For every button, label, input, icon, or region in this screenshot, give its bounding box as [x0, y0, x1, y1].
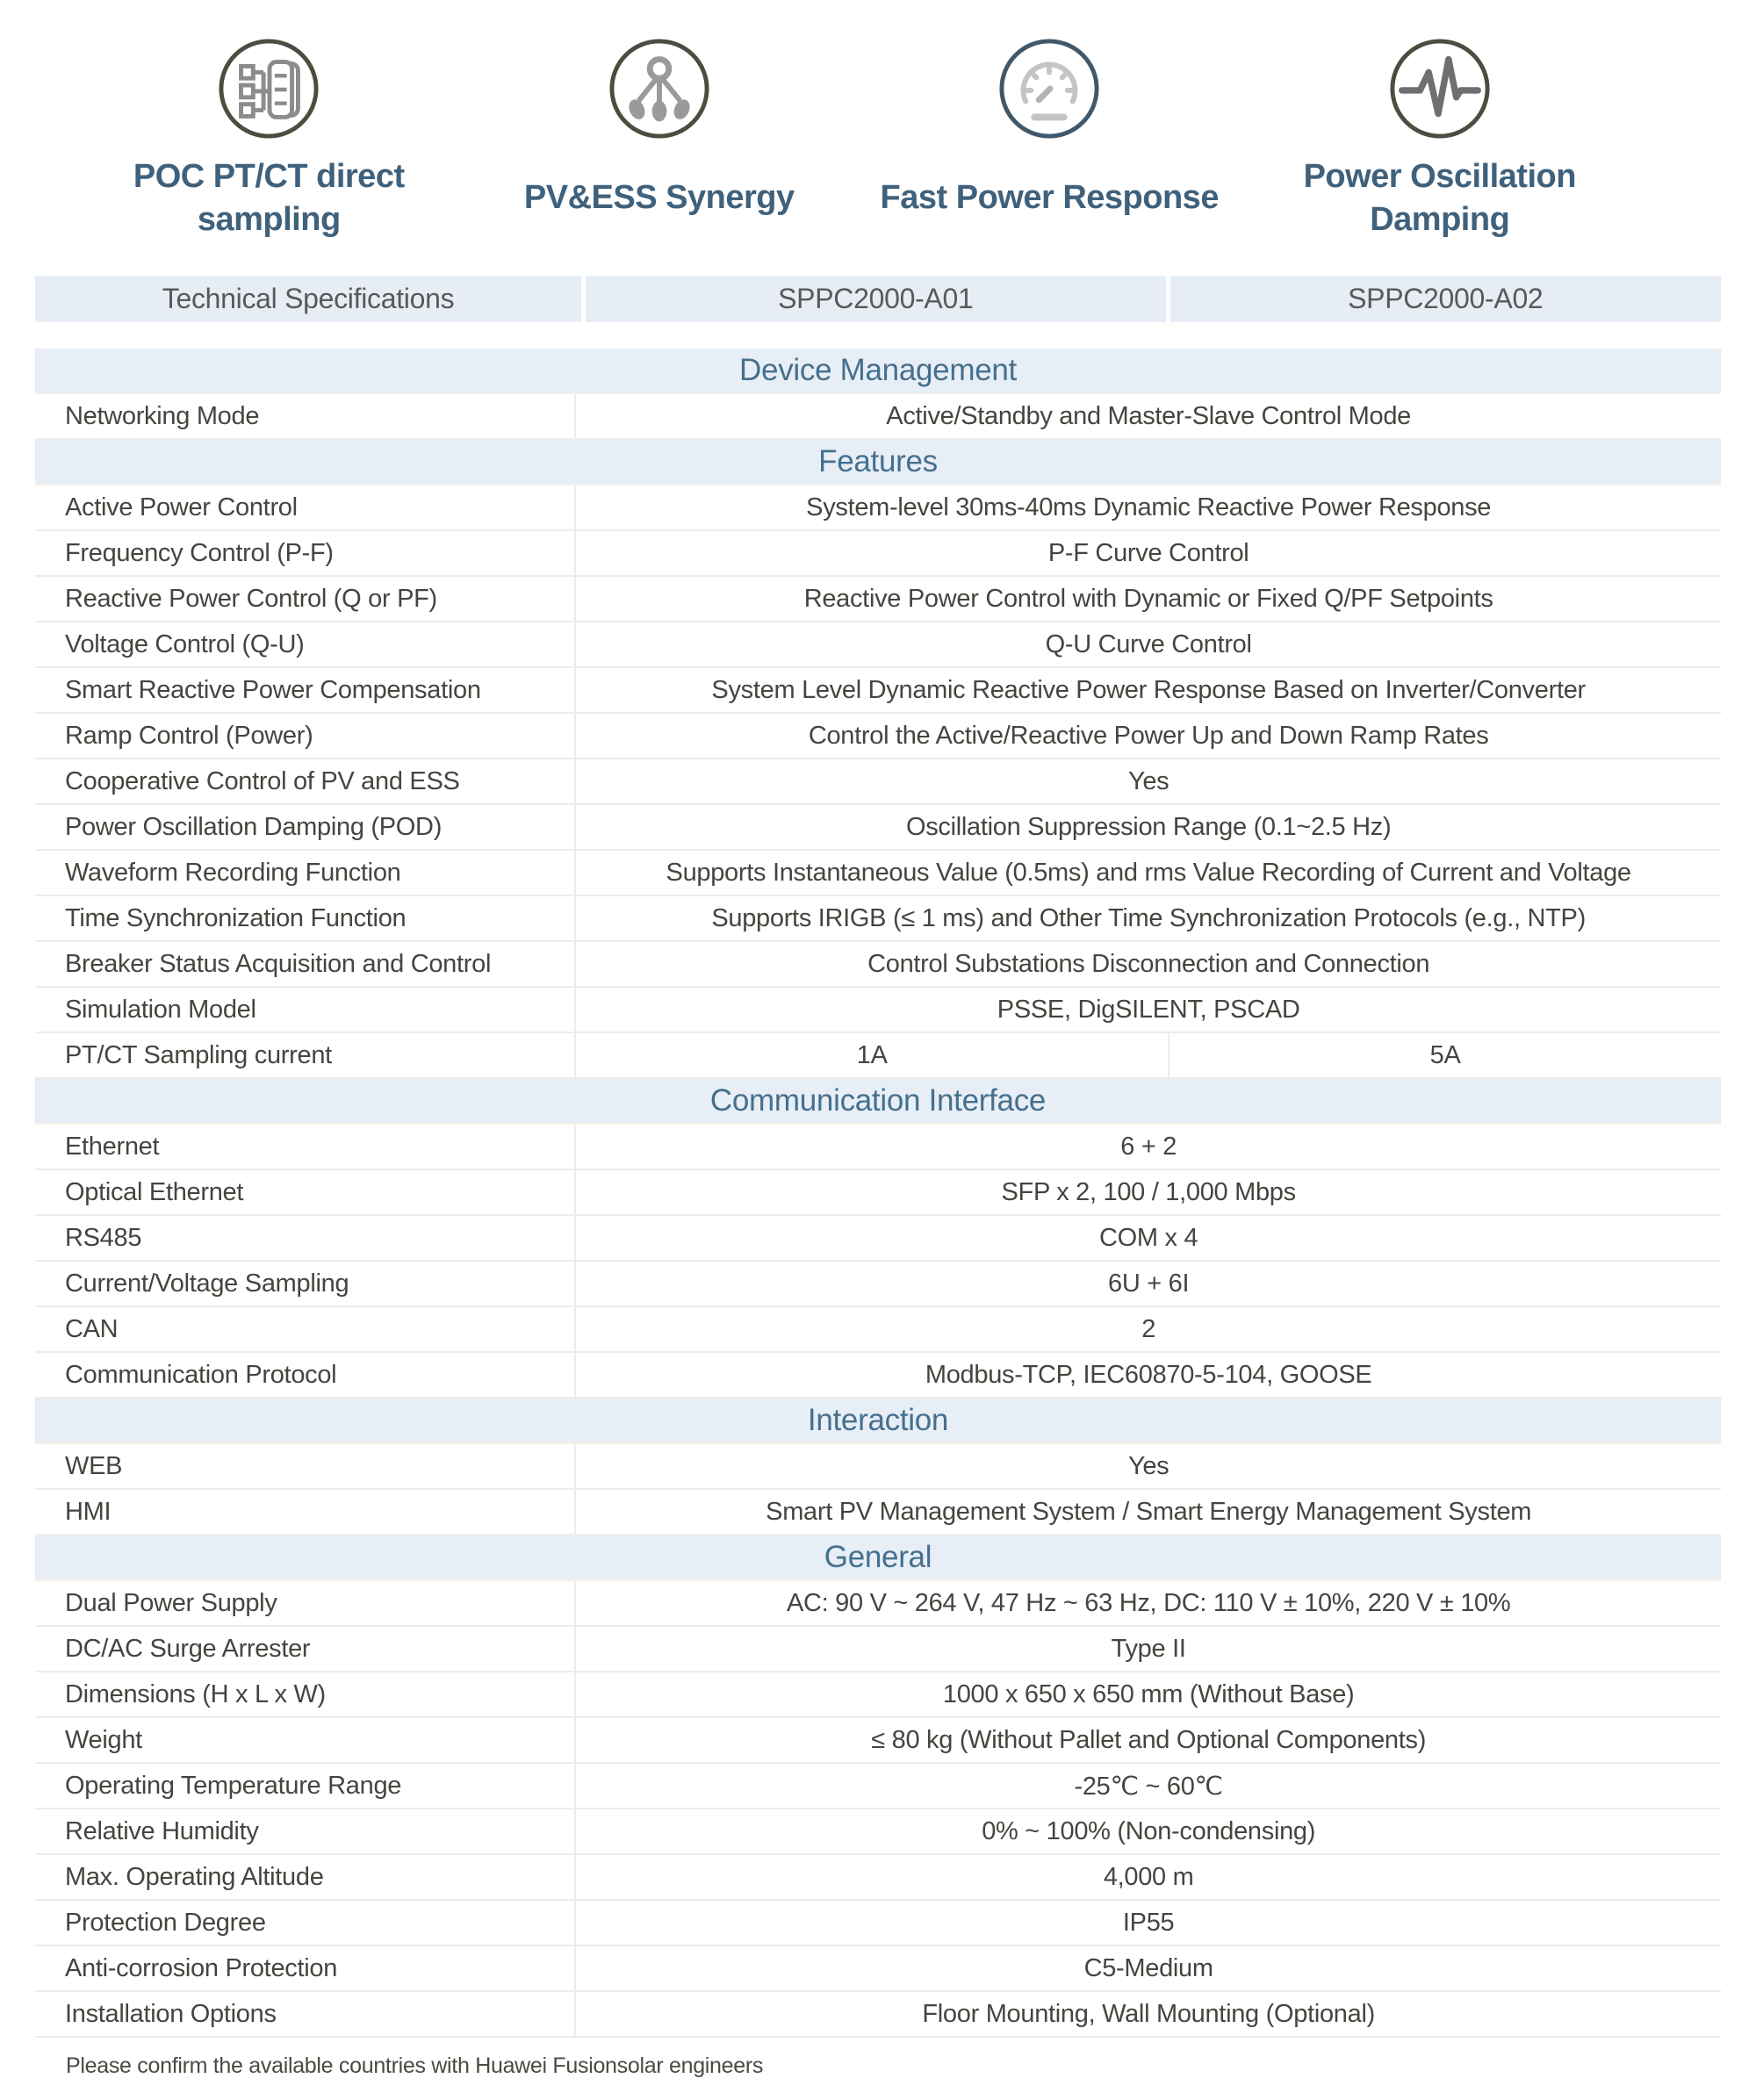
poc-sampling-icon	[217, 37, 320, 140]
spec-row	[35, 531, 1721, 577]
spec-value: Oscillation Suppression Range (0.1~2.5 Hz)	[905, 812, 1392, 841]
pv-ess-synergy-icon	[608, 37, 711, 140]
spec-value: COM x 4	[1099, 1223, 1198, 1252]
spec-row	[35, 577, 1721, 622]
section-header-bar	[35, 1079, 1721, 1125]
spec-label: Optical Ethernet	[35, 1170, 576, 1214]
spec-row	[35, 1353, 1721, 1399]
oscillation-damping-icon	[1388, 37, 1492, 140]
spec-label: Relative Humidity	[35, 1809, 576, 1853]
spec-row	[35, 759, 1721, 805]
spec-value: Yes	[1127, 1451, 1169, 1480]
spec-value: System Level Dynamic Reactive Power Response Based on Inverter/Converter	[711, 675, 1586, 704]
spec-value: ≤ 80 kg (Without Pallet and Optional Components)	[871, 1725, 1427, 1754]
spec-row	[35, 485, 1721, 531]
spec-value: Active/Standby and Master-Slave Control Mode	[886, 401, 1412, 430]
spec-row	[35, 1307, 1721, 1353]
section-header-bar	[35, 440, 1721, 485]
spec-row	[35, 1718, 1721, 1764]
feature-item	[854, 37, 1245, 244]
spec-label: Dual Power Supply	[35, 1581, 576, 1625]
spec-value: P-F Curve Control	[1047, 538, 1249, 567]
spec-value: IP55	[1122, 1908, 1175, 1937]
spec-row	[35, 851, 1721, 896]
spec-label: WEB	[35, 1444, 576, 1488]
feature-label: Fast Power Response	[880, 179, 1219, 217]
spec-row	[35, 1992, 1721, 2038]
spec-label: Anti-corrosion Protection	[35, 1946, 576, 1990]
section-title: Interaction	[807, 1403, 949, 1437]
spec-row	[35, 1262, 1721, 1307]
spec-label: Active Power Control	[35, 485, 576, 529]
feature-item	[74, 37, 464, 244]
spec-row	[35, 1809, 1721, 1855]
spec-row	[35, 805, 1721, 851]
spec-table-header-row	[35, 276, 1721, 322]
spec-label: Installation Options	[35, 1992, 576, 2036]
spec-value: Q-U Curve Control	[1045, 629, 1252, 658]
spec-label: Frequency Control (P-F)	[35, 531, 576, 575]
spec-row	[35, 394, 1721, 440]
spec-value: Supports IRIGB (≤ 1 ms) and Other Time Synchronization Protocols (e.g., NTP)	[711, 903, 1586, 932]
spec-table	[35, 276, 1721, 2038]
spec-value: Reactive Power Control with Dynamic or Fixed Q/PF Setpoints	[803, 584, 1493, 613]
spec-value: 6U + 6I	[1108, 1269, 1190, 1298]
spec-label: Networking Mode	[35, 394, 576, 438]
spec-value: Floor Mounting, Wall Mounting (Optional)	[922, 1999, 1375, 2028]
header-cell-model-a01: SPPC2000-A01	[586, 276, 1165, 322]
feature-label: PV&ESS Synergy	[523, 179, 795, 217]
spec-label: Ethernet	[35, 1125, 576, 1169]
header-body-gap	[35, 322, 1721, 349]
spec-label: Operating Temperature Range	[35, 1764, 576, 1808]
spec-label: Current/Voltage Sampling	[35, 1262, 576, 1305]
section-title: Features	[818, 444, 938, 478]
spec-value-a01: 1A	[576, 1033, 1169, 1077]
product-features-strip	[0, 0, 1756, 244]
spec-label: Simulation Model	[35, 988, 576, 1032]
spec-label: Cooperative Control of PV and ESS	[35, 759, 576, 803]
spec-row	[35, 622, 1721, 668]
spec-label: Breaker Status Acquisition and Control	[35, 942, 576, 986]
spec-label: CAN	[35, 1307, 576, 1351]
spec-row	[35, 896, 1721, 942]
spec-label: Max. Operating Altitude	[35, 1855, 576, 1899]
spec-row	[35, 1764, 1721, 1809]
spec-label: Voltage Control (Q-U)	[35, 622, 576, 666]
section-header-bar	[35, 349, 1721, 394]
spec-value: SFP x 2, 100 / 1,000 Mbps	[1001, 1177, 1296, 1206]
feature-label: POC PT/CT direct sampling	[133, 157, 405, 238]
spec-row	[35, 1033, 1721, 1079]
section-title: Communication Interface	[709, 1083, 1047, 1118]
spec-label: RS485	[35, 1216, 576, 1260]
spec-value: 1000 x 650 x 650 mm (Without Base)	[942, 1679, 1355, 1708]
spec-value: AC: 90 V ~ 264 V, 47 Hz ~ 63 Hz, DC: 110 V ± 10%, 220 V ± 10%	[786, 1588, 1511, 1617]
spec-row	[35, 1490, 1721, 1535]
spec-value: -25℃ ~ 60℃	[1074, 1772, 1223, 1801]
spec-label: Dimensions (H x L x W)	[35, 1672, 576, 1716]
spec-row	[35, 988, 1721, 1033]
header-cell-model-a02: SPPC2000-A02	[1170, 276, 1721, 322]
spec-label: PT/CT Sampling current	[35, 1033, 576, 1077]
feature-item	[1245, 37, 1636, 244]
spec-value: 6 + 2	[1120, 1132, 1177, 1161]
spec-value: Type II	[1111, 1634, 1186, 1663]
spec-label: DC/AC Surge Arrester	[35, 1627, 576, 1671]
section-title: General	[824, 1540, 932, 1574]
spec-value: Modbus-TCP, IEC60870-5-104, GOOSE	[925, 1360, 1372, 1389]
spec-label: Protection Degree	[35, 1901, 576, 1945]
spec-value: PSSE, DigSILENT, PSCAD	[997, 995, 1300, 1024]
spec-value: Control the Active/Reactive Power Up and Down Ramp Rates	[808, 721, 1489, 750]
spec-row	[35, 1855, 1721, 1901]
spec-label: Ramp Control (Power)	[35, 714, 576, 758]
spec-row	[35, 668, 1721, 714]
spec-label: HMI	[35, 1490, 576, 1534]
spec-value: 2	[1141, 1314, 1156, 1343]
section-header-bar	[35, 1399, 1721, 1444]
spec-label: Weight	[35, 1718, 576, 1762]
spec-value: Yes	[1127, 766, 1169, 795]
spec-value: 0% ~ 100% (Non-condensing)	[982, 1816, 1316, 1845]
spec-row	[35, 1581, 1721, 1627]
spec-row	[35, 1672, 1721, 1718]
spec-row	[35, 1125, 1721, 1170]
spec-row	[35, 1444, 1721, 1490]
spec-value-a02: 5A	[1429, 1040, 1461, 1069]
feature-label: Power Oscillation Damping	[1303, 157, 1576, 238]
spec-row	[35, 1170, 1721, 1216]
spec-row	[35, 714, 1721, 759]
spec-value: 4,000 m	[1103, 1862, 1194, 1891]
spec-label: Smart Reactive Power Compensation	[35, 668, 576, 712]
spec-value: System-level 30ms-40ms Dynamic Reactive Power Response	[806, 493, 1492, 521]
spec-table-body	[35, 349, 1721, 2038]
spec-value: Smart PV Management System / Smart Energy Management System	[766, 1497, 1532, 1526]
spec-row	[35, 1627, 1721, 1672]
header-cell-title: Technical Specifications	[35, 276, 581, 322]
feature-item	[464, 37, 855, 244]
spec-value: Control Substations Disconnection and Connection	[867, 949, 1430, 978]
spec-row	[35, 1901, 1721, 1946]
footnote: Please confirm the available countries with Huawei Fusionsolar engineers	[66, 2053, 764, 2078]
spec-label: Time Synchronization Function	[35, 896, 576, 940]
spec-value: Supports Instantaneous Value (0.5ms) and rms Value Recording of Current and Voltage	[666, 858, 1631, 887]
spec-label: Communication Protocol	[35, 1353, 576, 1397]
section-title: Device Management	[739, 353, 1017, 387]
spec-label: Power Oscillation Damping (POD)	[35, 805, 576, 849]
spec-row	[35, 1216, 1721, 1262]
spec-value: C5-Medium	[1083, 1953, 1213, 1982]
spec-label: Reactive Power Control (Q or PF)	[35, 577, 576, 621]
fast-response-gauge-icon	[997, 37, 1101, 140]
spec-row	[35, 1946, 1721, 1992]
spec-label: Waveform Recording Function	[35, 851, 576, 895]
spec-row	[35, 942, 1721, 988]
section-header-bar	[35, 1535, 1721, 1581]
